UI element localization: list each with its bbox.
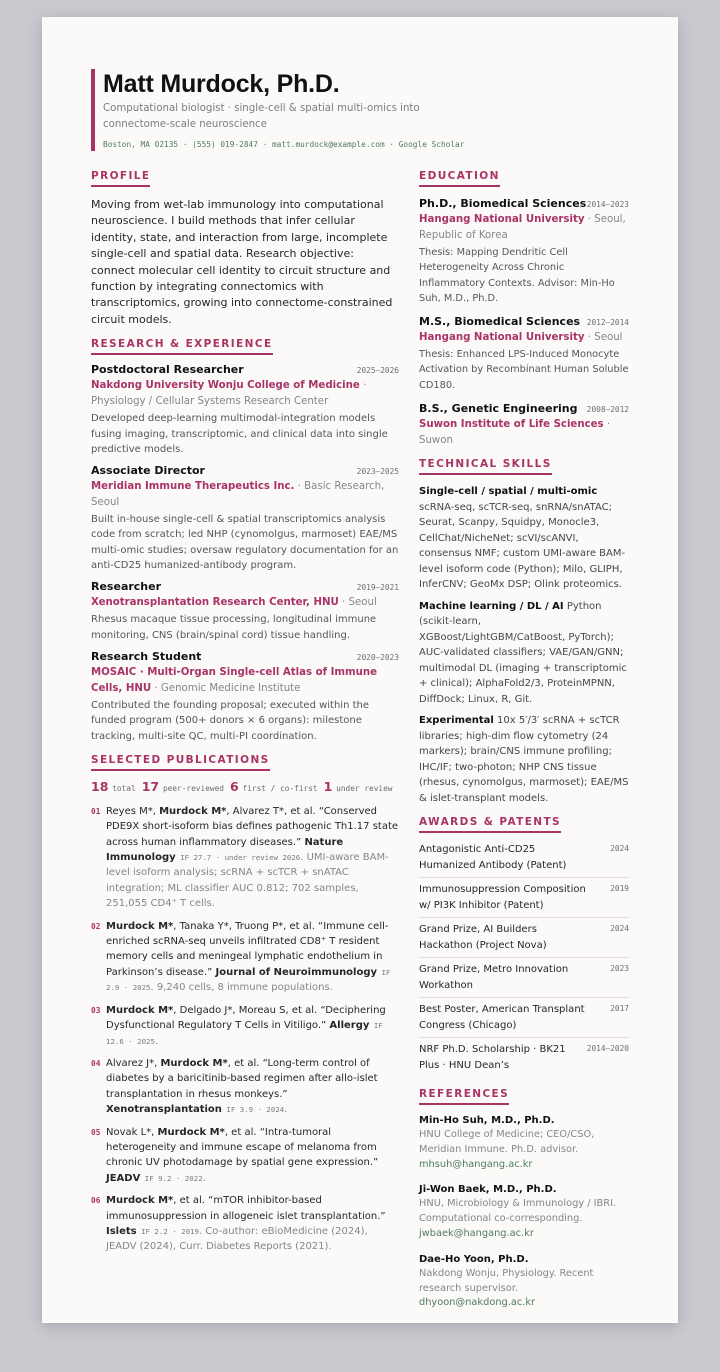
school-name: Suwon Institute of Life Sciences <box>419 419 604 431</box>
publication-number: 03 <box>91 1005 101 1015</box>
citation-meta: IF 3.9 · 2024 <box>221 1105 285 1115</box>
citation-journal: Xenotransplantation <box>106 1104 222 1116</box>
publication-citation <box>106 919 399 996</box>
organization-name: Meridian Immune Therapeutics Inc. <box>91 481 295 493</box>
job-date: 2019–2021 <box>356 583 399 593</box>
education-header <box>419 196 629 212</box>
citation-authors-pre: Alvarez J*, <box>106 1057 161 1069</box>
experience-item <box>91 463 399 573</box>
award-title: NRF Ph.D. Scholarship · BK21 Plus · HNU Dean’s <box>419 1044 566 1071</box>
award-list <box>419 838 629 1077</box>
award-title: Grand Prize, Metro Innovation Workathon <box>419 964 569 991</box>
job-description: Rhesus macaque tissue processing, longitudinal immune monitoring, CNS (brain/spinal cord) tissue handling. <box>91 614 377 641</box>
reference-role: HNU, Microbiology & Immunology / IBRI. Computational co-corresponding. <box>419 1198 617 1225</box>
publication-stats <box>91 779 399 797</box>
school <box>419 330 629 346</box>
citation-journal: JEADV <box>106 1172 141 1184</box>
job-organization <box>91 595 399 611</box>
right-column <box>419 164 629 1311</box>
publication-list <box>91 804 399 1255</box>
citation-journal: Islets <box>106 1225 137 1237</box>
section-heading-profile: PROFILE <box>91 170 150 187</box>
resume-page <box>42 17 678 1323</box>
publication-citation <box>106 1056 399 1118</box>
citation-meta: IF 27.7 · under review 2026 <box>175 853 301 863</box>
section-heading-skills: TECHNICAL SKILLS <box>419 458 552 475</box>
citation-meta: IF 2.9 · 2025 <box>106 967 391 993</box>
experience-header <box>91 362 399 378</box>
stat-label: total <box>112 783 136 793</box>
award-title: Grand Prize, AI Builders Hackathon (Project Nova) <box>419 924 547 951</box>
job-description: Contributed the founding proposal; executed within the funded program (500+ donors × 6 organs): milestone tracking, multi-site QC, multi-PI coordination. <box>91 699 370 742</box>
publication-item <box>91 1003 399 1049</box>
job-organization <box>91 479 399 511</box>
citation-body: , Alvarez T*, et al. “Conserved PDE9X short-isoform bias defines pathogenic Th1.17 state across human inflammatory diseases.” <box>106 805 399 848</box>
school-name: Hangang National University <box>419 332 585 344</box>
skill-group-items: Python (scikit-learn, XGBoost/LightGBM/CatBoost, PyTorch); AUC-validated classifiers; VAE/GAN/GNN; multimodal DL (imaging + transcriptomic + clinical); AlphaFold2/3, ProteinMPNN, DiffDock; Linux, R, Git. <box>419 600 627 705</box>
award-item <box>419 838 629 878</box>
degree: B.S., Genetic Engineering <box>419 402 578 416</box>
reference-name: Dae-Ho Yoon, Ph.D. <box>419 1253 529 1265</box>
experience-header <box>91 463 399 479</box>
citation-authors-pre: Novak L*, <box>106 1126 158 1138</box>
reference-name: Ji-Won Baek, M.D., Ph.D. <box>419 1184 557 1196</box>
publication-number: 04 <box>91 1058 101 1068</box>
organization-name: Xenotransplantation Research Center, HNU <box>91 597 339 609</box>
stat-label: peer-reviewed <box>162 783 224 793</box>
education-item <box>419 196 629 306</box>
job-description: Built in-house single-cell & spatial transcriptomics analysis code from scratch; led NHP (cynomolgus, marmoset) EAE/MS multi-omic studies; oversaw regulatory documentation for an anti-CD25 humanized-antibody program. <box>91 514 399 572</box>
skill-group-title: Machine learning / DL / AI <box>419 600 564 612</box>
citation-highlight-author: Murdock M* <box>159 805 227 817</box>
reference-item <box>419 1113 629 1172</box>
citation-journal: Nature Immunology <box>106 836 344 864</box>
citation-note: . <box>154 1035 159 1047</box>
tagline: Computational biologist · single-cell & spatial multi-omics into connectome-scale neuroscience <box>103 103 420 130</box>
degree: M.S., Biomedical Sciences <box>419 315 581 329</box>
thesis-description: Thesis: Enhanced LPS-Induced Monocyte Activation by Recombinant Human Soluble CD180. <box>419 349 629 391</box>
reference-role: HNU College of Medicine; CEO/CSO, Meridian Immune. Ph.D. advisor. <box>419 1129 595 1155</box>
organization-detail: · Genomic Medicine Institute <box>154 682 301 694</box>
stat-label: first / co-first <box>242 783 318 793</box>
section-heading-research: RESEARCH & EXPERIENCE <box>91 338 273 355</box>
organization-name: MOSAIC · Multi-Organ Single-cell Atlas of Immune Cells, HNU <box>91 666 378 694</box>
citation-note: . UMI-aware BAM-level isoform analysis; scRNA + scTCR + snATAC integration; ML classifier AUC 0.812; 702 samples, 251,055 CD4⁺ T cells. <box>106 852 389 910</box>
job-description: Developed deep-learning multimodal-integration models fusing imaging, transcriptomic, and clinical data into single predictive models. <box>91 413 388 455</box>
education-list <box>419 196 629 449</box>
citation-meta: IF 2.2 · 2019 <box>136 1226 199 1236</box>
skill-group-items: scRNA-seq, scTCR-seq, snRNA/snATAC; Seurat, Scanpy, Squidpy, Monocle3, CellChat/NicheNet; scVI/scANVI, consensus NMF; custom UMI-aware BAM-level isoform code (Python); Milo, GLIPH, InferCNV; GeoMx DSP; Olink proteomics. <box>419 501 626 591</box>
school-name: Hangang National University <box>419 214 585 225</box>
experience-header <box>91 649 399 665</box>
stat-value: 1 <box>323 778 333 794</box>
citation-note: . <box>202 1172 206 1184</box>
contact-line: Boston, MA 02135 · (555) 019-2847 · matt.murdock@example.com · Google Scholar <box>103 140 465 149</box>
job-title: Research Student <box>91 649 202 663</box>
award-date: 2024 <box>610 844 629 854</box>
citation-highlight-author: Murdock M* <box>160 1057 228 1069</box>
education-item <box>419 314 629 393</box>
section-heading-references: REFERENCES <box>419 1088 509 1105</box>
organization-detail: · Seoul <box>342 597 377 609</box>
citation-note: . <box>284 1104 288 1116</box>
skill-list <box>419 484 629 806</box>
job-date: 2025–2026 <box>356 366 399 376</box>
publication-number: 05 <box>91 1127 101 1137</box>
education-date: 2014–2023 <box>586 200 629 209</box>
citation-highlight-author: Murdock M* <box>157 1126 225 1138</box>
citation-body: , et al. “mTOR inhibitor-based immunosuppression in allogeneic islet transplantation.” <box>106 1195 386 1222</box>
citation-body: , et al. “Intra-tumoral heterogeneity and immune escape of melanoma from chronic UV photodamage by spatial gene expression.” <box>106 1126 379 1169</box>
stat-label: under review <box>336 783 393 793</box>
school-location: · Suwon <box>419 419 611 447</box>
experience-list <box>91 362 399 744</box>
award-title: Best Poster, American Transplant Congress (Chicago) <box>419 1004 585 1031</box>
job-organization <box>91 665 399 697</box>
school <box>419 417 629 449</box>
organization-detail: · Physiology / Cellular Systems Research Center <box>91 380 367 408</box>
candidate-name: Matt Murdock, Ph.D. <box>103 70 340 98</box>
publication-item <box>91 1193 399 1255</box>
citation-authors-pre: Reyes M*, <box>106 805 160 817</box>
reference-name: Min-Ho Suh, M.D., Ph.D. <box>419 1115 555 1127</box>
degree: Ph.D., Biomedical Sciences <box>419 197 587 210</box>
publication-number: 06 <box>91 1196 101 1206</box>
publication-citation <box>106 1193 399 1255</box>
thesis-description: Thesis: Mapping Dendritic Cell Heterogeneity Across Chronic Inflammatory Contexts. Advisor: Min-Ho Suh, M.D., Ph.D. <box>419 247 615 304</box>
stat-value: 17 <box>141 778 160 794</box>
citation-journal: Journal of Neuroimmunology <box>215 966 378 978</box>
experience-item <box>91 579 399 643</box>
reference-email[interactable]: dhyoon@nakdong.ac.kr <box>419 1297 536 1309</box>
reference-item <box>419 1252 629 1311</box>
award-item <box>419 1038 629 1077</box>
education-item <box>419 401 629 449</box>
job-title: Researcher <box>91 580 162 594</box>
experience-item <box>91 362 399 457</box>
reference-email[interactable]: mhsuh@hangang.ac.kr <box>419 1158 533 1170</box>
skill-group-title: Single-cell / spatial / multi-omic <box>419 486 598 498</box>
publication-citation <box>106 804 399 912</box>
award-item <box>419 878 629 918</box>
organization-detail: · Basic Research, Seoul <box>91 481 385 509</box>
publication-item <box>91 1056 399 1118</box>
left-column <box>91 164 399 1255</box>
job-title: Associate Director <box>91 464 205 478</box>
section-heading-awards: AWARDS & PATENTS <box>419 816 561 833</box>
citation-highlight-author: Murdock M* <box>106 1195 174 1207</box>
skill-group <box>419 599 629 708</box>
stat-value: 18 <box>91 778 109 794</box>
education-header <box>419 314 629 330</box>
stat-value: 6 <box>229 778 239 794</box>
publication-citation <box>106 1003 399 1049</box>
job-date: 2020–2023 <box>356 652 399 662</box>
resume-header <box>91 69 531 151</box>
publication-number: 02 <box>91 921 101 931</box>
award-title: Antagonistic Anti-CD25 Humanized Antibody (Patent) <box>419 844 567 871</box>
citation-body: , Tanaka Y*, Truong P*, et al. “Immune cell-enriched scRNA-seq unveils infiltrated CD8⁺ T resident memory cells and meningeal lymphatic endothelium in Parkinson’s disease.” <box>106 920 389 978</box>
reference-item <box>419 1182 629 1241</box>
education-date: 2012–2014 <box>586 318 629 328</box>
skill-group <box>419 484 629 593</box>
citation-body: , Delgado J*, Moreau S, et al. “Deciphering Dysfunctional Regulatory T Cells in Vitiligo.” <box>106 1004 386 1032</box>
award-title: Immunosuppression Composition w/ PI3K Inhibitor (Patent) <box>419 884 586 911</box>
publication-item <box>91 1125 399 1187</box>
citation-body: , et al. “Long-term control of diabetes by a baricitinib-based regimen after allo-islet transplantation in rhesus monkeys.” <box>106 1057 378 1100</box>
publication-item <box>91 804 399 912</box>
section-heading-publications: SELECTED PUBLICATIONS <box>91 754 270 771</box>
award-item <box>419 998 629 1038</box>
skill-group-title: Experimental <box>419 715 494 727</box>
school <box>419 212 629 244</box>
organization-name: Nakdong University Wonju College of Medicine <box>91 380 360 392</box>
reference-list <box>419 1113 629 1311</box>
profile-text: Moving from wet-lab immunology into computational neuroscience. I build methods that infer cellular identity, state, and interaction from large, incomplete single-cell and spatial data. Research objective: connect molecular cell identity to circuit structure and function by integrating connectomics with transcriptomics, growing into connectome-constrained circuit models. <box>91 198 393 326</box>
citation-note: . Co-author: eBioMedicine (2024), JEADV (2024), Curr. Diabetes Reports (2021). <box>106 1225 368 1253</box>
award-item <box>419 918 629 958</box>
citation-highlight-author: Murdock M* <box>106 920 174 932</box>
publication-item <box>91 919 399 996</box>
job-title: Postdoctoral Researcher <box>91 363 244 377</box>
award-date: 2014–2020 <box>586 1044 629 1054</box>
award-date: 2023 <box>610 964 629 974</box>
experience-item <box>91 649 399 744</box>
section-heading-education: EDUCATION <box>419 170 500 187</box>
citation-highlight-author: Murdock M* <box>106 1004 174 1016</box>
school-location: · Seoul, Republic of Korea <box>419 214 626 241</box>
citation-meta: IF 12.6 · 2025 <box>106 1021 383 1046</box>
education-date: 2008–2012 <box>586 405 629 415</box>
publication-number: 01 <box>91 806 101 816</box>
award-date: 2017 <box>610 1004 629 1014</box>
skill-group <box>419 713 629 806</box>
job-date: 2023–2025 <box>356 467 399 477</box>
publication-citation <box>106 1125 399 1187</box>
school-location: · Seoul <box>587 332 623 344</box>
education-header <box>419 401 629 417</box>
citation-note: . 9,240 cells, 8 immune populations. <box>150 982 333 994</box>
award-date: 2019 <box>610 884 629 894</box>
award-date: 2024 <box>610 924 629 934</box>
reference-role: Nakdong Wonju, Physiology. Recent research supervisor. <box>419 1267 594 1294</box>
citation-meta: IF 9.2 · 2022 <box>140 1173 203 1183</box>
experience-header <box>91 579 399 595</box>
reference-email[interactable]: jwbaek@hangang.ac.kr <box>419 1228 534 1240</box>
award-item <box>419 958 629 998</box>
citation-journal: Allergy <box>329 1020 370 1032</box>
job-organization <box>91 378 399 410</box>
skill-group-items: 10x 5′/3′ scRNA + scTCR libraries; high-dim flow cytometry (24 markers); brain/CNS immune profiling; IHC/IF; two-photon; NHP CNS tissue (rhesus, cynomolgus, marmoset); EAE/MS & islet-transplant models. <box>419 715 629 804</box>
